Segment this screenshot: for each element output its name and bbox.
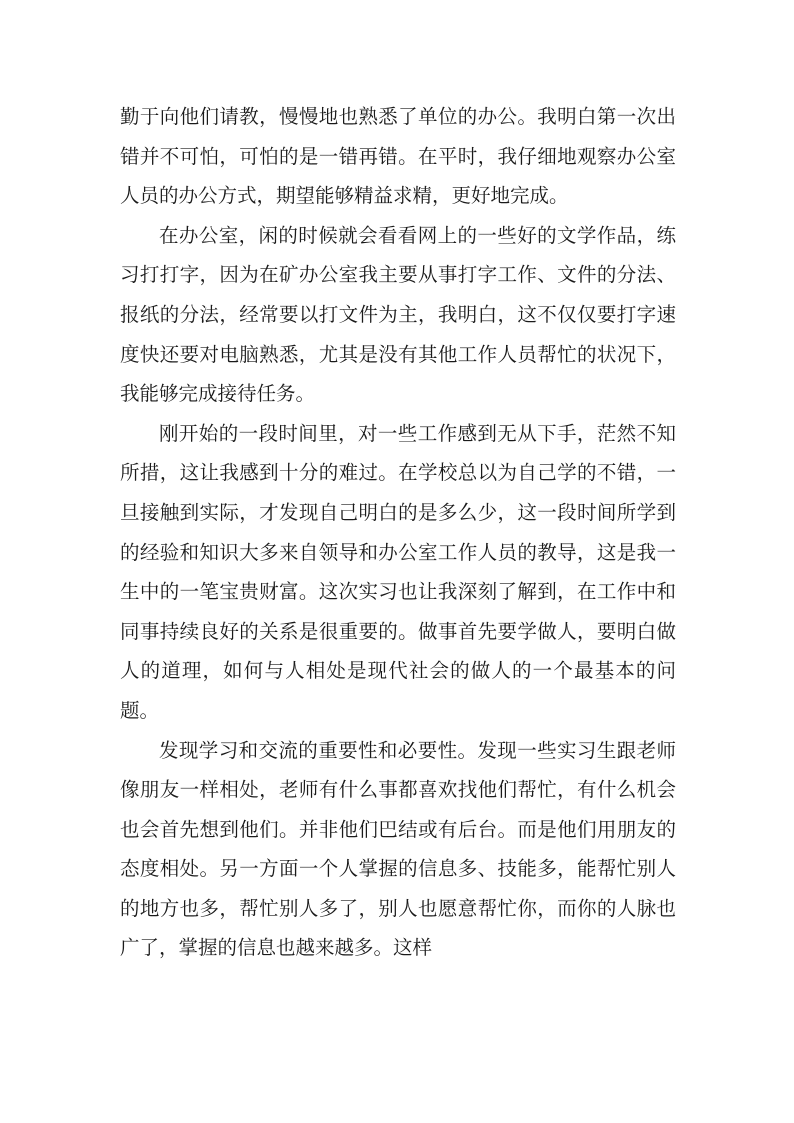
paragraph-4: 发现学习和交流的重要性和必要性。发现一些实习生跟老师像朋友一样相处，老师有什么事都喜欢找他们帮忙，有什么机会也会首先想到他们。并非他们巴结或有后台。而是他们用朋友的态度相处。另一方面一个人掌握的信息多、技能多，能帮忙别人的地方也多，帮忙别人多了，别人也愿意帮忙你，而你的人脉也广了，掌握的信息也越来越多。这样 <box>120 738 676 960</box>
paragraph-1: 勤于向他们请教，慢慢地也熟悉了单位的办公。我明白第一次出错并不可怕，可怕的是一错再错。在平时，我仔细地观察办公室人员的办公方式，期望能够精益求精，更好地完成。 <box>120 105 676 208</box>
document-body <box>120 97 676 968</box>
paragraph-2: 在办公室，闲的时候就会看看网上的一些好的文学作品，练习打打字，因为在矿办公室我主要从事打字工作、文件的分法、报纸的分法，经常要以打文件为主，我明白，这不仅仅要打字速度快还要对电脑熟悉，尤其是没有其他工作人员帮忙的状况下，我能够完成接待任务。 <box>120 223 676 406</box>
paragraph-3: 刚开始的一段时间里，对一些工作感到无从下手，茫然不知所措，这让我感到十分的难过。在学校总以为自己学的不错，一旦接触到实际，才发现自己明白的是多么少，这一段时间所学到的经验和知识大多来自领导和办公室工作人员的教导，这是我一生中的一笔宝贵财富。这次实习也让我深刻了解到，在工作中和同事持续良好的关系是很重要的。做事首先要学做人，要明白做人的道理，如何与人相处是现代社会的做人的一个最基本的问题。 <box>120 421 676 722</box>
